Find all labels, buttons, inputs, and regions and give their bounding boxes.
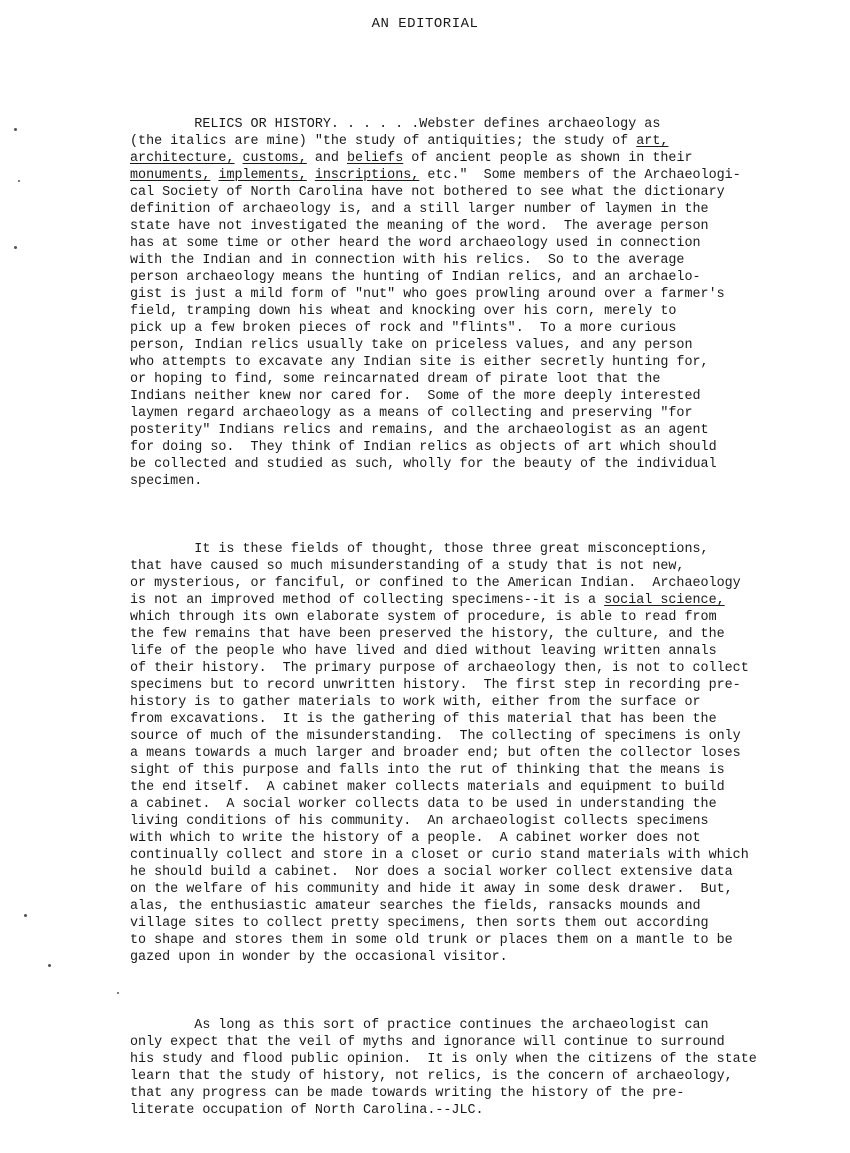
underlined-term: architecture, (130, 151, 235, 166)
scan-speck (24, 914, 27, 917)
text-run (307, 168, 315, 183)
underlined-term: beliefs (347, 151, 404, 166)
underlined-term: social science, (604, 593, 725, 608)
paragraph (130, 541, 770, 966)
text-run (234, 151, 242, 166)
underlined-term: inscriptions, (314, 168, 420, 183)
underlined-term: art, (636, 134, 669, 149)
underlined-term: monuments, (130, 168, 211, 183)
text-run: etc." Some members of the Archaeologi- cal Society of North Carolina have not bothered to see what the dictionary definition of archaeology is, and a still larger number of laymen in the state have not investigated the meaning of the word. The average person has at some time or other heard the word archaeology used in connection with the Indian and in connection with his relics. So to the average person archaeology means the hunting of Indian relics, and an archaelo- gist is just a mild form of "nut" who goes prowling around over a farmer's field, tramping down his wheat and knocking over his corn, merely to pick up a few broken pieces of rock and "flints". To a more curious person, Indian relics usually take on priceless values, and any person who attempts to excavate any Indian site is either secretly hunting for, or hoping to find, some reincarnated dream of pirate loot that the Indians neither knew nor cared for. Some of the more deeply interested laymen regard archaeology as a means of collecting and preserving "for posterity" Indians relics and remains, and the archaeologist as an agent for doing so. They think of Indian relics as objects of art which should be collected and studied as such, wholly for the beauty of the individual specimen. (130, 168, 741, 489)
scan-speck (48, 964, 51, 967)
text-run: of ancient people as shown in their (411, 151, 693, 166)
text-run: RELICS OR HISTORY. . . . . .Webster defines archaeology as (the italics are mine) "the study of antiquities; the study of (130, 117, 661, 149)
text-run: and (306, 151, 347, 166)
text-run: As long as this sort of practice continues the archaeologist can only expect that the veil of myths and ignorance will continue to surround his study and flood public opinion. It is only when the citizens of the state learn that the study of history, not relics, is the concern of archaeology, that any progress can be made towards writing the history of the pre- literate occupation of North Carolina.--JLC. (130, 1018, 757, 1118)
underlined-term: implements, (218, 168, 307, 183)
underlined-term: customs, (242, 151, 307, 166)
scan-speck (18, 180, 20, 182)
text-run: which through its own elaborate system of procedure, is able to read from the few remains that have been preserved the history, the culture, and the life of the people who have lived and died without leaving written annals of their history. The primary purpose of archaeology then, is not to collect specimens but to record unwritten history. The first step in recording pre- history is to gather materials to work with, either from the surface or from excavations. It is the gathering of this material that has been the source of much of the misunderstanding. The collecting of specimens is only a means towards a much larger and broader end; but often the collector loses sight of this purpose and falls into the rut of thinking that the means is the end itself. A cabinet maker collects materials and equipment to build a cabinet. A social worker collects data to be used in understanding the living conditions of his community. An archaeologist collects specimens with which to write the history of a people. A cabinet worker does not continually collect and store in a closet or curio stand materials with which he should build a cabinet. Nor does a social worker collect extensive data on the welfare of his community and hide it away in some desk drawer. But, alas, the enthusiastic amateur searches the fields, ransacks mounds and village sites to collect pretty specimens, then sorts them out according to shape and stores them in some old trunk or places them on a mantle to be gazed upon in wonder by the occasional visitor. (130, 610, 749, 965)
scan-speck (14, 246, 17, 249)
paragraph (130, 1017, 770, 1119)
text-run: It is these fields of thought, those three great misconceptions, that have caused so much misunderstanding of a study that is not new, or mysterious, or fanciful, or confined to the American Indian. Archaeology is not an improved method of collecting specimens--it is a (130, 542, 741, 608)
paragraph (130, 116, 770, 490)
editorial-body (130, 82, 770, 1153)
scan-speck (14, 128, 17, 131)
page-title: AN EDITORIAL (371, 16, 479, 32)
scan-speck (117, 992, 119, 994)
